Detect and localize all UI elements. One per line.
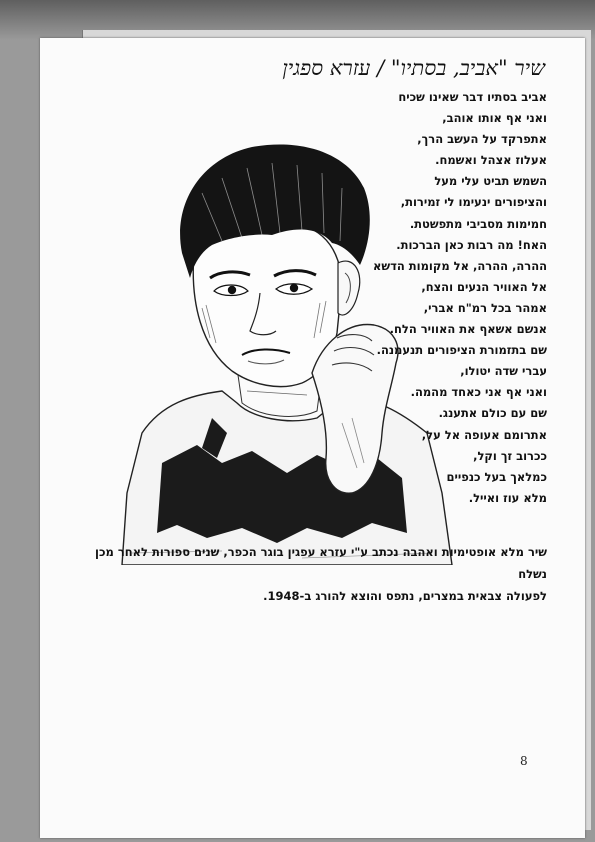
poem-lines <box>217 87 547 509</box>
poem-line: מלא עוז ואייל. <box>468 490 547 505</box>
poem-line: ואני אף אותו אוהב, <box>442 111 547 126</box>
poem-line: כמלאך בעל כנפיים <box>446 469 547 484</box>
poem-line: חמימות מסביבי מתפשטת. <box>409 216 547 231</box>
note-line: לפעולה צבאית במצרים, נתפס והוצא להורג ב-1948. <box>263 589 547 603</box>
poem-line: ההרה, ההרה, אל מקומות הדשא <box>373 258 547 273</box>
poem-line: אל האוויר הנעים והצח, <box>421 279 547 294</box>
note-line: שיר מלא אופטימיות ואהבה נכתב ע"י עזרא עפגין בוגר הכפר, שנים ספורות לאחר מכן נשלח <box>95 545 547 581</box>
poem-line: אמהר בכל רמ"ח אברי, <box>423 300 547 315</box>
poem-line: ואני אף אני כאחד מהמה. <box>410 385 547 400</box>
poem-title: שיר "אביב, בסתיו" / עזרא ספגין <box>282 56 545 80</box>
poem-line: אתפרקד על העשב הרך, <box>417 132 547 147</box>
poem-line: והציפורים ינעימו לי זמירות, <box>400 195 547 210</box>
poem-line: אעלוז אצהל ואשמח. <box>435 153 547 168</box>
poem-line: האח! מה רבות כאן הברכות. <box>396 237 547 252</box>
poem-line: עברי שדה יטולו, <box>460 364 547 379</box>
poem-line: ככרוב זך וקל, <box>473 448 547 463</box>
poem-line: אביב בסתיו דבר שאינו שכיח <box>398 90 547 104</box>
poem-line: שם בתזמורת הציפורים תנעמנה. <box>376 343 547 358</box>
poem-line: אנשם אשאף את האוויר הלח. <box>389 322 547 337</box>
poem-line: אתרומם אעופה אל על, <box>421 427 547 442</box>
poem-line: שם עם כולם אתענג. <box>438 406 547 421</box>
document-page <box>40 38 585 838</box>
poem-line: השמש תביט עלי מעל <box>434 174 547 189</box>
author-note <box>79 541 547 607</box>
page-number: 8 <box>520 754 528 768</box>
